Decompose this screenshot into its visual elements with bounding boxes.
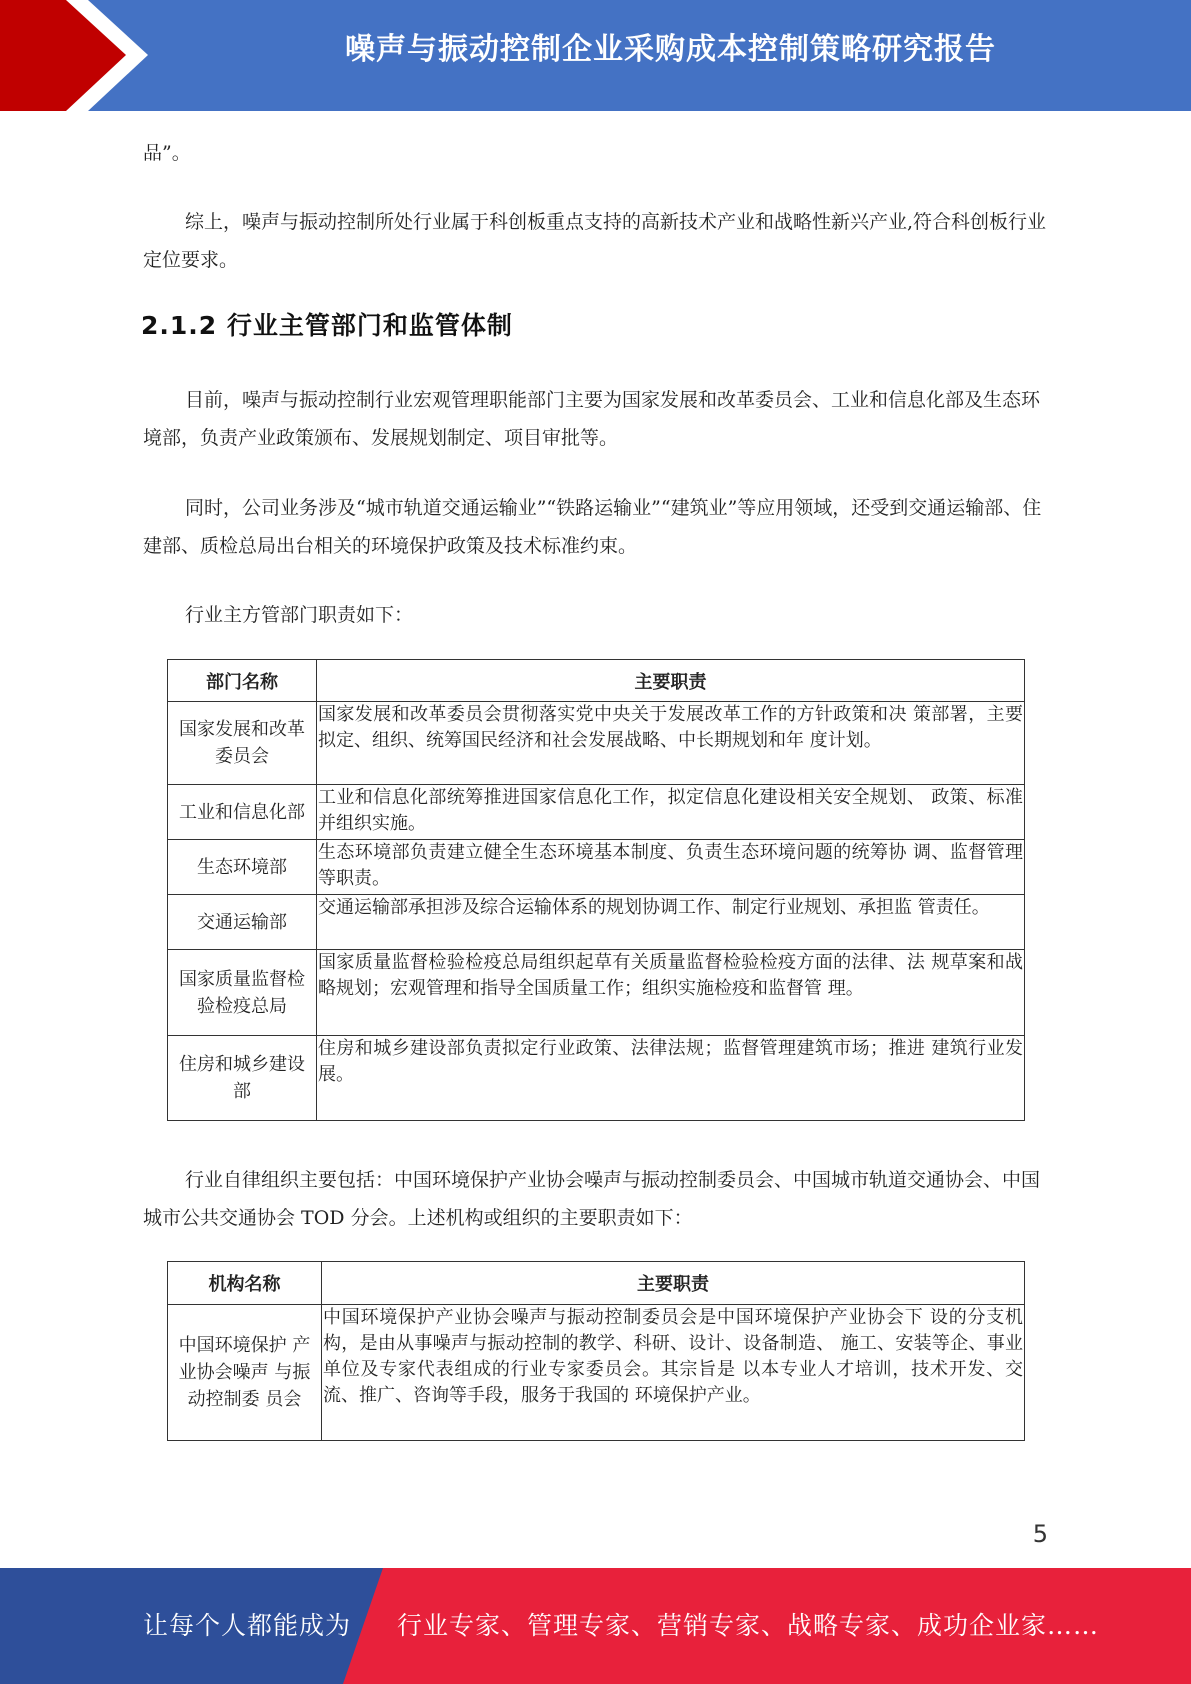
- table-row: [168, 1305, 1025, 1441]
- department-name: 住房和城乡建设部: [168, 1036, 317, 1121]
- table-row: [168, 950, 1025, 1036]
- table-header-row: [168, 660, 1025, 702]
- paragraph-continuation: 品”。: [143, 142, 191, 164]
- department-name: 国家质量监督检验检疫总局: [168, 950, 317, 1036]
- table-header-row: [168, 1262, 1025, 1305]
- table-row: [168, 1036, 1025, 1121]
- column-header-name: 机构名称: [168, 1262, 322, 1305]
- table-row: [168, 785, 1025, 840]
- department-name: 工业和信息化部: [168, 785, 317, 840]
- regulator-duties-table: [167, 659, 1025, 1121]
- department-duty: 工业和信息化部统筹推进国家信息化工作，拟定信息化建设相关安全规划、 政策、标准并组织实施。: [317, 785, 1025, 840]
- table-row: [168, 702, 1025, 785]
- department-name: 交通运输部: [168, 895, 317, 950]
- paragraph-application-areas: 同时，公司业务涉及“城市轨道交通运输业”“铁路运输业”“建筑业”等应用领域，还受到交通运输部、住建部、质检总局出台相关的环境保护政策及技术标准约束。: [143, 497, 1042, 557]
- paragraph-summary: 综上，噪声与振动控制所处行业属于科创板重点支持的高新技术产业和战略性新兴产业,符合科创板行业定位要求。: [143, 211, 1047, 271]
- paragraph-regulators: 目前，噪声与振动控制行业宏观管理职能部门主要为国家发展和改革委员会、工业和信息化部及生态环境部，负责产业政策颁布、发展规划制定、项目审批等。: [143, 389, 1041, 449]
- department-duty: 生态环境部负责建立健全生态环境基本制度、负责生态环境问题的统筹协 调、监督管理等职责。: [317, 840, 1025, 895]
- department-name: 国家发展和改革委员会: [168, 702, 317, 785]
- table-row: [168, 840, 1025, 895]
- footer-banner: [0, 1568, 1191, 1684]
- footer-slogan-right: 行业专家、管理专家、营销专家、战略专家、成功企业家……: [397, 1611, 1100, 1640]
- association-duties-table: [167, 1261, 1025, 1441]
- report-title: 噪声与振动控制企业采购成本控制策略研究报告: [345, 32, 996, 67]
- department-name: 生态环境部: [168, 840, 317, 895]
- department-duty: 国家质量监督检验检疫总局组织起草有关质量监督检验检疫方面的法律、法 规草案和战略规划；宏观管理和指导全国质量工作；组织实施检疫和监督管 理。: [317, 950, 1025, 1036]
- paragraph-industry-associations: 行业自律组织主要包括：中国环境保护产业协会噪声与振动控制委员会、中国城市轨道交通协会、中国城市公共交通协会 TOD 分会。上述机构或组织的主要职责如下：: [143, 1169, 1041, 1229]
- header-banner: [0, 0, 1191, 111]
- header-chevron-graphic: [0, 0, 160, 111]
- page-number: 5: [1032, 1520, 1048, 1548]
- column-header-duty: 主要职责: [317, 660, 1025, 702]
- column-header-duty: 主要职责: [322, 1262, 1025, 1305]
- department-duty: 住房和城乡建设部负责拟定行业政策、法律法规；监督管理建筑市场；推进 建筑行业发展。: [317, 1036, 1025, 1121]
- table-row: [168, 895, 1025, 950]
- footer-slogan-left: 让每个人都能成为: [143, 1611, 352, 1640]
- organization-name: 中国环境保护 产业协会噪声 与振动控制委 员会: [168, 1305, 322, 1441]
- department-duty: 国家发展和改革委员会贯彻落实党中央关于发展改革工作的方针政策和决 策部署，主要拟定、组织、统筹国民经济和社会发展战略、中长期规划和年 度计划。: [317, 702, 1025, 785]
- organization-duty: 中国环境保护产业协会噪声与振动控制委员会是中国环境保护产业协会下 设的分支机构，是由从事噪声与振动控制的教学、科研、设计、设备制造、 施工、安装等企、事业单位及专家代表组成的行业专家委员会。其宗旨是 以本专业人才培训，技术开发、交流、推广、咨询等手段，服务于我国的 环境保护产业。: [322, 1305, 1025, 1441]
- section-heading: 2.1.2 行业主管部门和监管体制: [141, 311, 513, 340]
- department-duty: 交通运输部承担涉及综合运输体系的规划协调工作、制定行业规划、承担监 管责任。: [317, 895, 1025, 950]
- column-header-name: 部门名称: [168, 660, 317, 702]
- paragraph-table1-intro: 行业主方管部门职责如下：: [185, 604, 414, 626]
